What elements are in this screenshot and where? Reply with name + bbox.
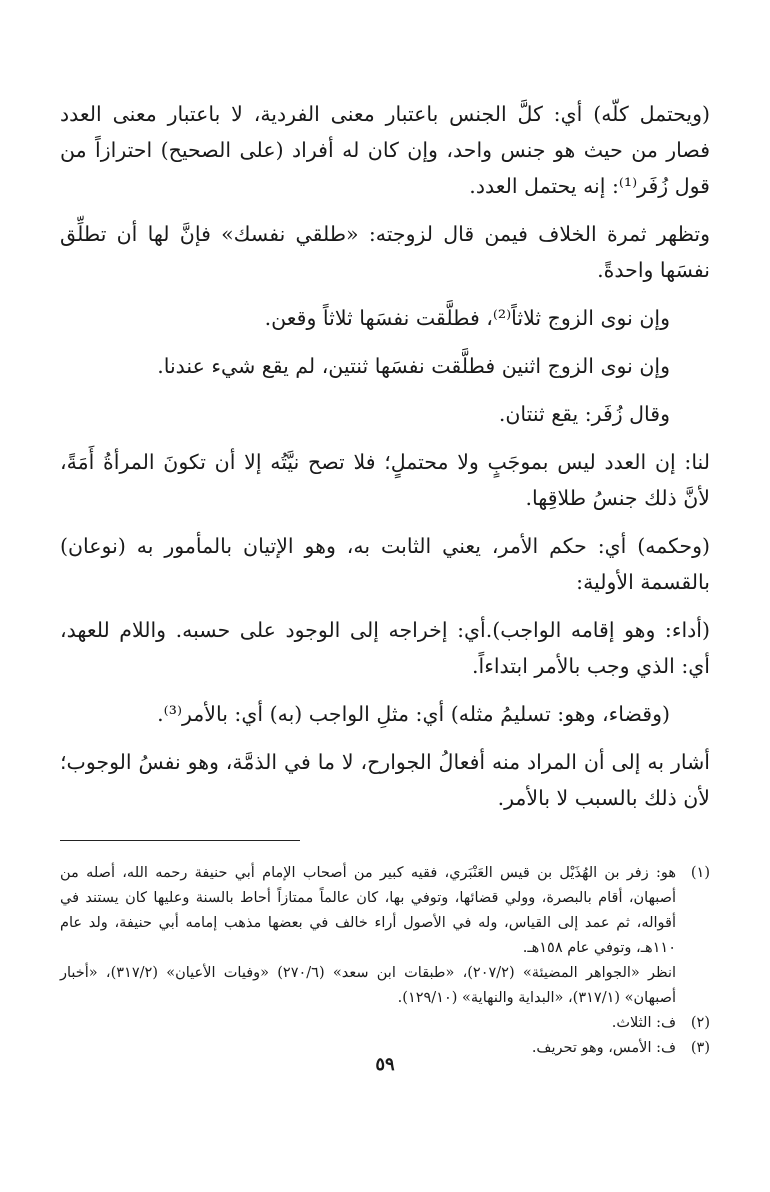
paragraph: لنا: إن العدد ليس بموجَبٍ ولا محتملٍ؛ فلا تصح نيَّتُه إلا أن تكونَ المرأةُ أَمَةً، لأنَّ ذلك جنسُ طلاقِها. <box>60 450 710 510</box>
paragraph: وإن نوى الزوج ثلاثاً⁽²⁾، فطلَّقت نفسَها ثلاثاً وقعن. <box>264 306 670 330</box>
footnote-line: ف: الأمس، وهو تحريف. <box>531 1040 676 1056</box>
paragraph: (ويحتمل كلّه) أي: كلَّ الجنس باعتبار معنى الفردية، لا باعتبار معنى العدد فصار من حيث هو جنس واحد، وإن كان له أفراد (على الصحيح) احترازاً من قول زُفَر⁽¹⁾: إنه يحتمل العدد. <box>60 102 710 198</box>
footnote <box>60 861 710 1011</box>
paragraph: وتظهر ثمرة الخلاف فيمن قال لزوجته: «طلقي نفسك» فإنَّ لها أن تطلِّق نفسَها واحدةً. <box>60 222 710 282</box>
paragraph: (وحكمه) أي: حكم الأمر، يعني الثابت به، وهو الإتيان بالمأمور به (نوعان) بالقسمة الأولية: <box>60 534 710 594</box>
footnote-text <box>60 861 676 1011</box>
paragraph: وقال زُفَر: يقع ثنتان. <box>498 402 670 426</box>
footnote <box>60 1011 710 1036</box>
paragraph: (أداء: وهو إقامه الواجب).أي: إخراجه إلى الوجود على حسبه. واللام للعهد، أي: الذي وجب بالأمر ابتداءاً. <box>60 618 710 678</box>
footnote-line: هو: زفر بن الهُذَيْل بن قيس العَنْبَري، فقيه كبير من أصحاب الإمام أبي حنيفة رحمه الله، أصله من أصبهان، أقام بالبصرة، وولي قضائها، وتوفي بها، كان عالماً ممتازاً أحاط بالسنة وعليها كان يستند في أقواله، ثم عمد إلى القياس، وله في الأصول أراء خالف في بعضها مذهب إمامه أبي حنيفة، ولد عام ١١٠هـ، وتوفي عام ١٥٨هـ. <box>60 865 676 956</box>
footnote-line: انظر «الجواهر المضيئة» (٢٠٧/٢)، «طبقات ابن سعد» (٢٧٠/٦) «وفيات الأعيان» (٣١٧/٢)، «أخبار أصبهان» (٣١٧/١)، «البداية والنهاية» (١٢٩/١٠). <box>60 965 677 1006</box>
footnote-number: (٢) <box>690 1015 710 1031</box>
paragraph: وإن نوى الزوج اثنين فطلَّقت نفسَها ثنتين، لم يقع شيء عندنا. <box>157 354 670 378</box>
footnote-text <box>60 1011 676 1036</box>
paragraph: أشار به إلى أن المراد منه أفعالُ الجوارح، لا ما في الذمَّة، وهو نفسُ الوجوب؛ لأن ذلك بالسبب لا بالأمر. <box>60 750 710 810</box>
footnote-divider <box>60 840 300 841</box>
footnote-line: ف: الثلاث. <box>611 1015 676 1031</box>
footnote-number: (٣) <box>690 1040 710 1056</box>
paragraph: (وقضاء، وهو: تسليمُ مثله) أي: مثلِ الواجب (به) أي: بالأمر⁽³⁾. <box>157 702 670 726</box>
footnotes <box>60 861 710 1061</box>
main-text <box>60 96 710 816</box>
page-number: ٥٩ <box>375 1054 395 1075</box>
footnote-number: (١) <box>690 865 710 881</box>
